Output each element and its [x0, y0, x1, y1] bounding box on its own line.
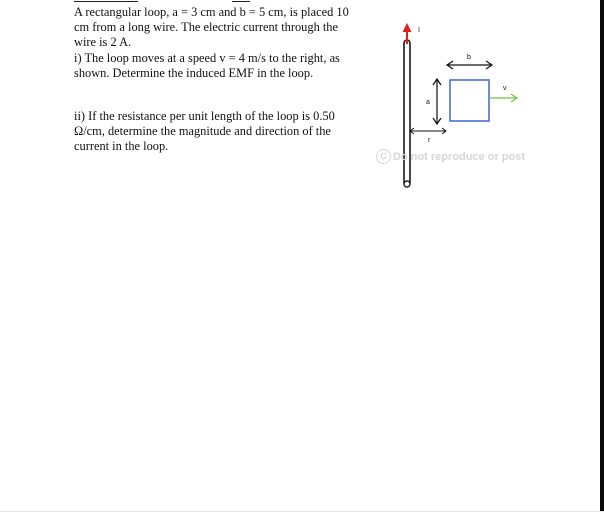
problem-part-i	[74, 51, 356, 81]
wire-end-cap	[404, 181, 410, 187]
width-label: b	[467, 54, 471, 61]
physics-figure	[360, 14, 560, 199]
rectangular-loop	[450, 80, 489, 121]
problem-part-ii-text: ii) If the resistance per unit length of the loop is 0.50 Ω/cm, determine the magnitude and direction of the current in the loop.	[74, 109, 335, 154]
right-edge-border	[600, 0, 604, 512]
top-rule-left	[74, 1, 138, 2]
current-arrow-head	[403, 23, 412, 32]
problem-part-ii	[74, 109, 356, 155]
height-label: a	[426, 99, 430, 106]
watermark-text: Do not reproduce or post	[393, 150, 525, 163]
copyright-icon: C	[376, 149, 391, 164]
wire-loop-diagram	[360, 14, 560, 199]
top-rule-right	[232, 1, 250, 2]
distance-label: r	[428, 137, 431, 144]
problem-intro-text: A rectangular loop, a = 3 cm and b = 5 cm, is placed 10 cm from a long wire. The electric current through the wire is 2 A.	[74, 5, 349, 50]
current-label: I	[418, 27, 420, 34]
problem-part-i-text: i) The loop moves at a speed v = 4 m/s to the right, as shown. Determine the induced EMF in the loop.	[74, 51, 340, 81]
velocity-label: v	[503, 85, 507, 92]
long-wire	[404, 40, 410, 186]
watermark	[376, 149, 525, 164]
problem-intro	[74, 5, 356, 51]
